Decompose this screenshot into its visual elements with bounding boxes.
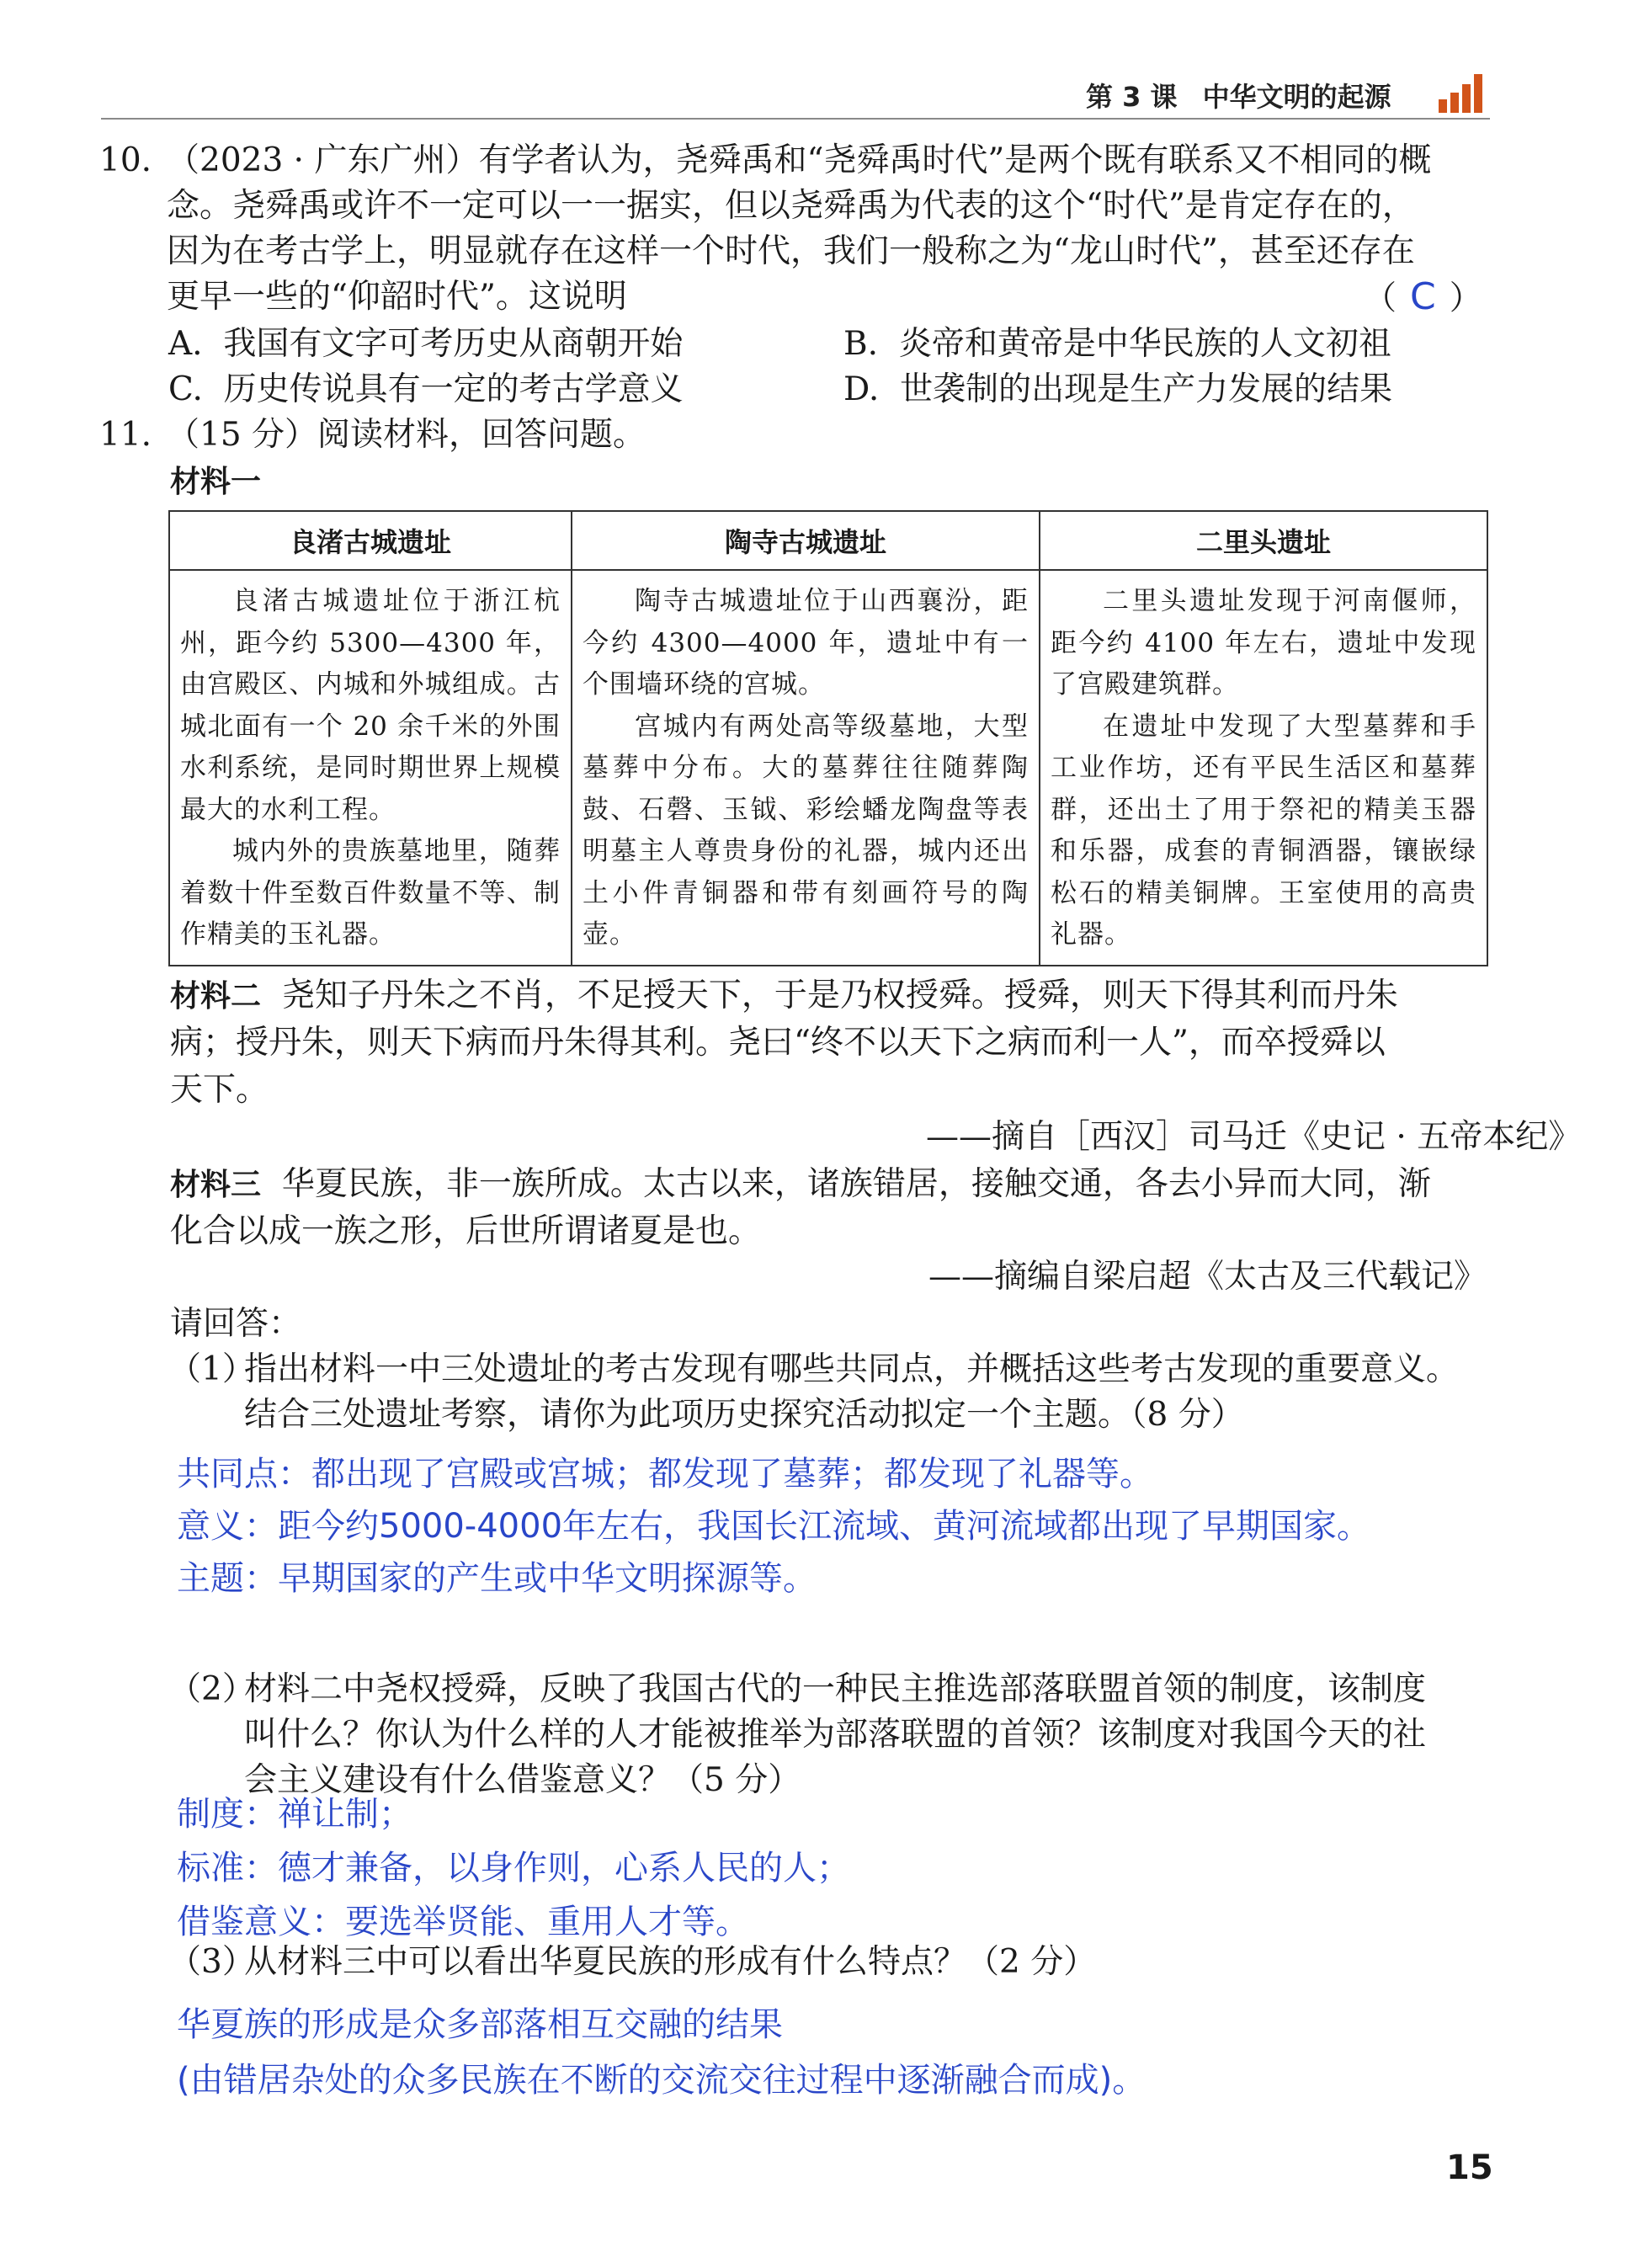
cell-paragraph: 城内外的贵族墓地里，随葬着数十件至数百件数量不等、制作精美的玉礼器。 — [180, 836, 561, 950]
sub3-answer-1: 华夏族的形成是众多部落相互交融的结果 — [177, 2005, 783, 2044]
option-text: 历史传说具有一定的考古学意义 — [223, 370, 684, 408]
sub1-answer-2: 意义：距今约5000-4000年左右，我国长江流域、黄河流域都出现了早期国家。 — [177, 1507, 1371, 1546]
table-header: 陶寺古城遗址 — [572, 511, 1040, 570]
material2-line-1 — [170, 973, 1398, 1020]
material3-line-1 — [170, 1162, 1431, 1208]
q10-option-b — [843, 322, 1391, 367]
option-label: C. — [168, 370, 203, 408]
material3-label: 材料三 — [170, 1168, 262, 1202]
bracket-close: ） — [1449, 280, 1482, 317]
lesson-number: 第 3 课 — [1086, 81, 1178, 113]
sub2-answer-3: 借鉴意义：要选举贤能、重用人才等。 — [177, 1903, 749, 1941]
q10-line-3: 因为在考古学上，明显就存在这样一个时代，我们一般称之为“龙山时代”，甚至还存在 — [167, 232, 1415, 270]
q10-option-c — [168, 367, 684, 413]
table-header-row — [169, 511, 1487, 570]
sub1-answer-1: 共同点：都出现了宫殿或宫城；都发现了墓葬；都发现了礼器等。 — [177, 1455, 1153, 1493]
material2-line-2: 病；授丹朱，则天下病而丹朱得其利。尧曰“终不以天下之病而利一人”，而卒授舜以 — [170, 1024, 1386, 1062]
table-cell — [572, 570, 1040, 966]
q10-line-1: （2023 · 广东广州）有学者认为，尧舜禹和“尧舜禹时代”是两个既有联系又不相同的概 — [167, 141, 1432, 179]
option-label: A. — [168, 325, 203, 363]
sub3-number: （3） — [168, 1943, 255, 1981]
sub1-line-2: 结合三处遗址考察，请你为此项历史探究活动拟定一个主题。（8 分） — [244, 1396, 1244, 1434]
header-bars-icon — [1435, 72, 1486, 113]
material2-line-3: 天下。 — [170, 1071, 269, 1109]
sub2-line-3: 会主义建设有什么借鉴意义？（5 分） — [244, 1761, 801, 1799]
option-text: 炎帝和黄帝是中华民族的人文初祖 — [898, 325, 1391, 363]
sub1-number: （1） — [168, 1350, 255, 1388]
chapter-header — [1086, 76, 1391, 114]
sub3-answer-2: (由错居杂处的众多民族在不断的交流交往过程中逐渐融合而成)。 — [177, 2061, 1147, 2100]
option-label: D. — [843, 370, 880, 408]
header-divider — [101, 118, 1490, 120]
cell-paragraph: 二里头遗址发现于河南偃师，距今约 4100 年左右，遗址中发现了宫殿建筑群。 — [1051, 586, 1476, 700]
sub1-answer-3: 主题：早期国家的产生或中华文明探源等。 — [177, 1559, 817, 1598]
option-text: 我国有文字可考历史从商朝开始 — [223, 325, 684, 363]
cell-paragraph: 在遗址中发现了大型墓葬和手工业作坊，还有平民生活区和墓葬群，还出土了用于祭祀的精美玉器和乐器，成套的青铜酒器，镶嵌绿松石的精美铜牌。王室使用的高贵礼器。 — [1051, 711, 1476, 950]
table-header: 良渚古城遗址 — [169, 511, 572, 570]
option-label: B. — [843, 325, 879, 363]
table-header: 二里头遗址 — [1040, 511, 1487, 570]
material1-table — [168, 510, 1488, 966]
cell-paragraph: 陶寺古城遗址位于山西襄汾，距今约 4300—4000 年，遗址中有一个围墙环绕的宫城。 — [583, 586, 1029, 700]
table-cell — [1040, 570, 1487, 966]
material1-label: 材料一 — [170, 465, 262, 499]
q10-answer-bracket — [1364, 274, 1482, 322]
page-number: 15 — [1446, 2148, 1493, 2187]
sub2-number: （2） — [168, 1670, 255, 1708]
q10-option-d — [843, 367, 1392, 413]
sub3-line-1: 从材料三中可以看出华夏民族的形成有什么特点？（2 分） — [244, 1943, 1097, 1981]
material2-source: ——摘自［西汉］司马迁《史记 · 五帝本纪》 — [926, 1118, 1582, 1156]
q10-number: 10. — [99, 141, 152, 179]
bracket-open: （ — [1364, 280, 1397, 317]
material3-text: 华夏民族，非一族所成。太古以来，诸族错居，接触交通，各去小异而大同，渐 — [281, 1165, 1431, 1203]
sub2-answer-2: 标准：德才兼备，以身作则，心系人民的人； — [177, 1849, 850, 1887]
q11-intro: （15 分）阅读材料，回答问题。 — [167, 416, 646, 454]
q11-number: 11. — [99, 416, 152, 454]
answer-prompt: 请回答： — [170, 1305, 302, 1343]
q10-line-4: 更早一些的“仰韶时代”。这说明 — [167, 278, 627, 316]
option-text: 世袭制的出现是生产力发展的结果 — [900, 370, 1393, 408]
sub2-line-2: 叫什么？你认为什么样的人才能被推举为部落联盟的首领？该制度对我国今天的社 — [244, 1716, 1427, 1754]
sub1-line-1: 指出材料一中三处遗址的考古发现有哪些共同点，并概括这些考古发现的重要意义。 — [244, 1350, 1460, 1388]
q10-option-a — [168, 322, 683, 367]
material2-text: 尧知子丹朱之不肖，不足授天下，于是乃权授舜。授舜，则天下得其利而丹朱 — [281, 977, 1398, 1014]
material2-label: 材料二 — [170, 979, 262, 1014]
cell-paragraph: 宫城内有两处高等级墓地，大型墓葬中分布。大的墓葬往往随葬陶鼓、石磬、玉钺、彩绘蟠龙陶盘等表明墓主人尊贵身份的礼器，城内还出土小件青铜器和带有刻画符号的陶壶。 — [583, 711, 1029, 950]
cell-paragraph: 良渚古城遗址位于浙江杭州，距今约 5300—4300 年，由宫殿区、内城和外城组成。古城北面有一个 20 余千米的外围水利系统，是同时期世界上规模最大的水利工程。 — [180, 586, 561, 825]
material3-source: ——摘编自梁启超《太古及三代载记》 — [928, 1258, 1487, 1296]
sub2-line-1: 材料二中尧权授舜，反映了我国古代的一种民主推选部落联盟首领的制度，该制度 — [244, 1670, 1427, 1708]
material3-line-2: 化合以成一族之形，后世所谓诸夏是也。 — [170, 1212, 762, 1250]
q10-line-2: 念。尧舜禹或许不一定可以一一据实，但以尧舜禹为代表的这个“时代”是肯定存在的， — [167, 187, 1415, 225]
lesson-title: 中华文明的起源 — [1202, 81, 1391, 113]
table-cell — [169, 570, 572, 966]
q10-answer: C — [1410, 275, 1436, 318]
table-row — [169, 570, 1487, 966]
sub2-answer-1: 制度：禅让制； — [177, 1795, 412, 1834]
